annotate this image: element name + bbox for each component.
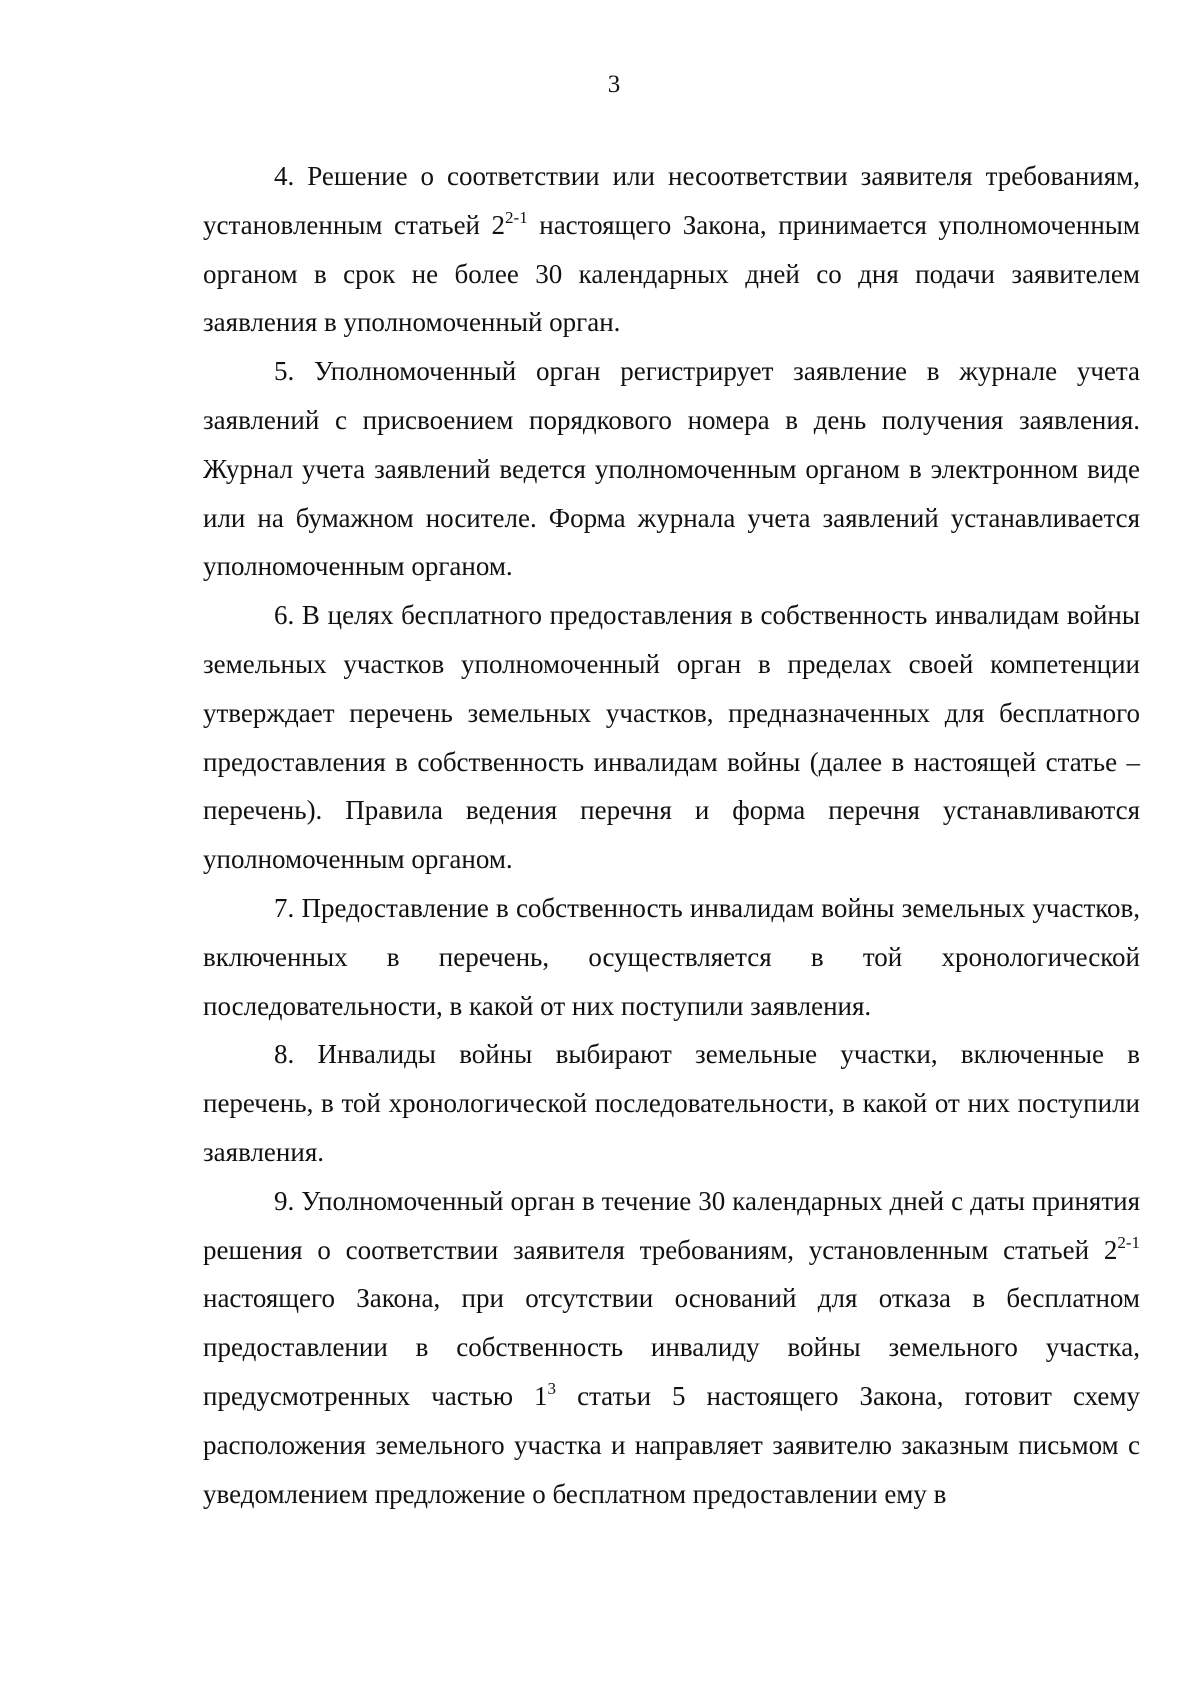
paragraph-7: 7. Предоставление в собственность инвалидам войны земельных участков, включенных в перечень, осуществляется в той хронологической последовательности, в какой от них поступили заявления.: [203, 892, 1140, 1021]
paragraph-8: 8. Инвалиды войны выбирают земельные участки, включенные в перечень, в той хронологической последовательности, в какой от них поступили заявления.: [203, 1039, 1140, 1167]
paragraph-9-text: 9. Уполномоченный орган в течение 30 календарных дней с даты принятия решения о соответствии заявителя требованиям, установленным статьей 2: [203, 1185, 1140, 1265]
paragraph-5: 5. Уполномоченный орган регистрирует заявление в журнале учета заявлений с присвоением порядкового номера в день получения заявления. Журнал учета заявлений ведется уполномоченным органом в электронном виде или на бумажном носителе. Форма журнала учета заявлений устанавливается уполномоченным органом.: [203, 356, 1140, 582]
paragraph-6: 6. В целях бесплатного предоставления в собственность инвалидам войны земельных участков уполномоченный орган в пределах своей компетенции утверждает перечень земельных участков, предназначенных для бесплатного предоставления в собственность инвалидам войны (далее в настоящей статье – перечень). Правила ведения перечня и форма перечня устанавливаются уполномоченным органом.: [203, 600, 1140, 875]
paragraph-4: [203, 152, 1140, 347]
page-number: 3: [607, 71, 621, 98]
paragraph-9: [203, 1177, 1140, 1519]
paragraph-4-text: 4. Решение о соответствии или несоответствии заявителя требованиям, установленным статьей 2: [203, 161, 1140, 240]
document-body: [203, 152, 1140, 1518]
superscript: 2-1: [505, 207, 528, 227]
superscript: 2-1: [1117, 1232, 1140, 1252]
superscript: 3: [547, 1378, 557, 1398]
paragraph-9-text-end: статьи 5 настоящего Закона, готовит схему расположения земельного участка и направляет заявителю заказным письмом с уведомлением предложение о бесплатном предоставлении ему в: [203, 1380, 1140, 1509]
paragraph-9-text-cont: настоящего Закона, при отсутствии оснований для отказа в бесплатном предоставлении в собственность инвалиду войны земельного участка, предусмотренных частью 1: [203, 1283, 1140, 1411]
paragraph-4-text-cont: настоящего Закона, принимается уполномоченным органом в срок не более 30 календарных дней со дня подачи заявителем заявления в уполномоченный орган.: [203, 209, 1141, 338]
